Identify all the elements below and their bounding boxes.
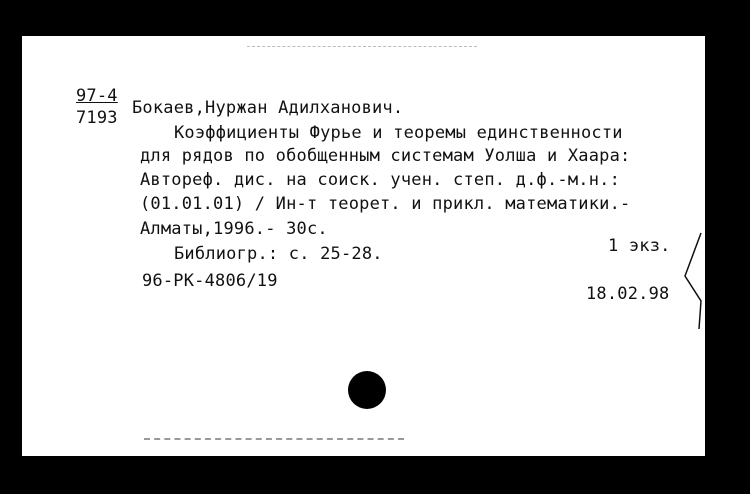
date-stamp: 18.02.98 <box>586 284 670 304</box>
copies-count: 1 экз. <box>608 236 671 256</box>
author-heading: Бокаев,Нуржан Адилханович. <box>132 98 404 118</box>
shelf-mark: 97-4 <box>76 86 118 106</box>
description-line-4: (01.01.01) / Ин-т теорет. и прикл. математики.- <box>140 194 631 214</box>
punch-hole <box>348 371 386 409</box>
top-dashed-line <box>247 46 477 47</box>
registration-number: 96-РК-4806/19 <box>142 271 278 291</box>
record-number: 7193 <box>76 108 118 128</box>
catalog-card <box>22 36 705 456</box>
bottom-dashed-line <box>144 438 404 440</box>
description-line-3: Автореф. дис. на соиск. учен. степ. д.ф.-м.н.: <box>140 170 621 190</box>
bibliography-note: Библиогр.: с. 25-28. <box>174 244 383 264</box>
imprint-line: Алматы,1996.- 30с. <box>140 219 328 239</box>
bracket-mark <box>681 231 705 331</box>
title-line-1: Коэффициенты Фурье и теоремы единственности <box>174 123 623 143</box>
title-line-2: для рядов по обобщенным системам Уолша и Хаара: <box>140 146 631 166</box>
